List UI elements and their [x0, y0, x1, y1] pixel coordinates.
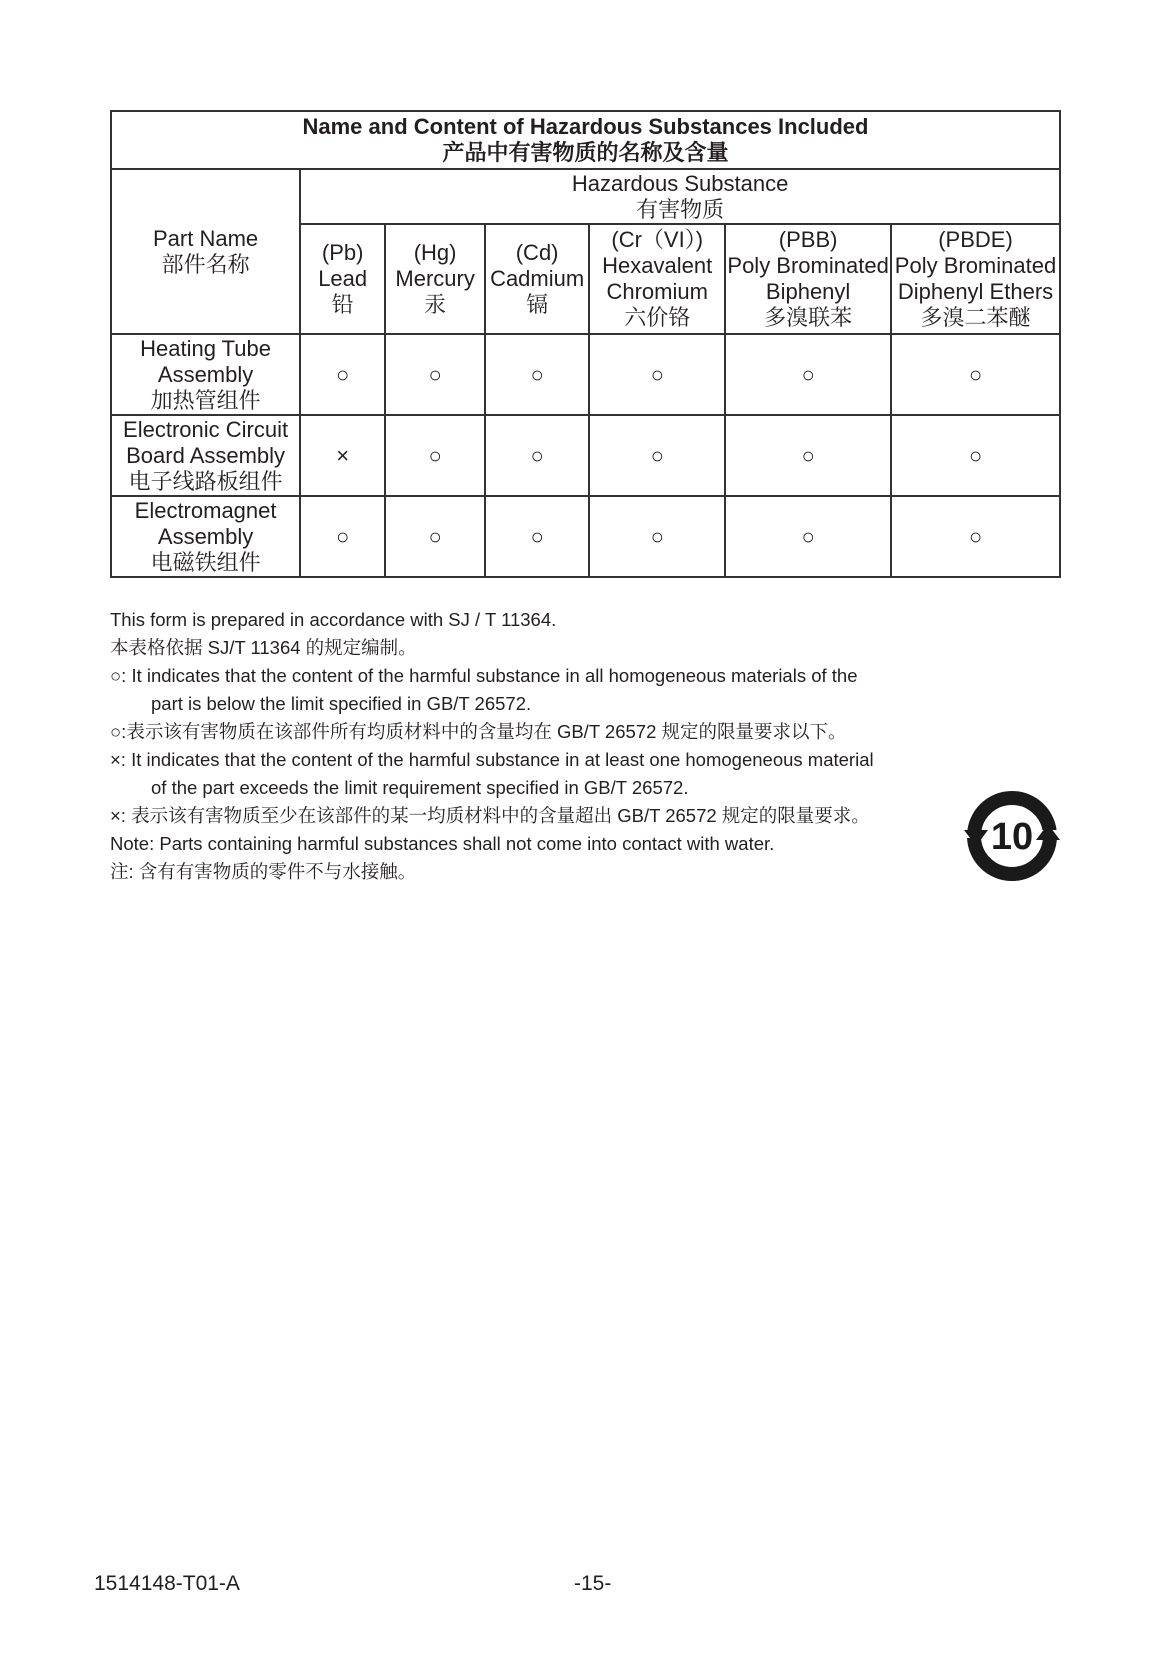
substance-en: Cadmium	[490, 266, 585, 291]
substance-header-cn: 有害物质	[636, 196, 725, 222]
substance-status-cell: ○	[725, 496, 891, 577]
substance-cn: 铅	[331, 292, 354, 317]
part-name-cell	[111, 496, 300, 577]
page-number: -15-	[574, 1572, 612, 1595]
substance-status-cell: ○	[589, 415, 725, 496]
part-name-header-en: Part Name	[153, 225, 259, 251]
note-circle-cn: ○:表示该有害物质在该部件所有均质材料中的含量均在 GB/T 26572 规定的限量要求以下。	[110, 721, 847, 742]
substance-status-cell: ×	[300, 415, 385, 496]
substance-status-cell: ○	[385, 334, 485, 415]
substance-cn: 镉	[526, 292, 549, 317]
note-cross-en-2: of the part exceeds the limit requirement specified in GB/T 26572.	[151, 777, 689, 798]
substance-en: Poly Brominated Biphenyl	[727, 253, 889, 304]
substance-status-cell: ○	[300, 334, 385, 415]
substance-symbol: (PBB)	[778, 227, 838, 252]
substance-status-cell: ○	[725, 415, 891, 496]
note-standard-en: This form is prepared in accordance with SJ / T 11364.	[110, 609, 557, 630]
note-water-en: Note: Parts containing harmful substances shall not come into contact with water.	[110, 833, 775, 854]
part-name-en-line1: Heating Tube	[140, 335, 272, 361]
part-name-cell	[111, 415, 300, 496]
substance-status-cell: ○	[891, 334, 1060, 415]
substance-status-cell: ○	[485, 415, 589, 496]
part-name-cell	[111, 334, 300, 415]
substance-status-cell: ○	[891, 415, 1060, 496]
substance-cn: 六价铬	[624, 305, 691, 330]
efup-10-years-icon	[962, 786, 1062, 886]
substance-column-header	[485, 224, 589, 334]
svg-text:10: 10	[990, 816, 1034, 858]
substance-en: Lead	[318, 266, 368, 291]
part-name-cn: 加热管组件	[150, 387, 261, 413]
substance-cn: 多溴二苯醚	[920, 305, 1031, 330]
note-cross-en-1: ×: It indicates that the content of the harmful substance in at least one homogeneous material	[110, 749, 874, 770]
substance-status-cell: ○	[589, 496, 725, 577]
substance-symbol: (Pb)	[321, 240, 364, 265]
substance-status-cell: ○	[485, 334, 589, 415]
substance-status-cell: ○	[300, 496, 385, 577]
substance-cn: 汞	[424, 292, 447, 317]
substance-status-cell: ○	[385, 496, 485, 577]
part-name-cn: 电子线路板组件	[128, 468, 283, 494]
substance-symbol: (Cr（VI）)	[611, 227, 704, 252]
substance-column-header	[891, 224, 1060, 334]
note-standard-cn: 本表格依据 SJ/T 11364 的规定编制。	[110, 637, 417, 658]
substance-column-header	[385, 224, 485, 334]
part-name-cn: 电磁铁组件	[150, 549, 261, 575]
substance-column-header	[725, 224, 891, 334]
substance-header-en: Hazardous Substance	[571, 170, 789, 196]
part-name-header-cn: 部件名称	[161, 251, 250, 277]
part-name-header	[111, 169, 300, 334]
document-number: 1514148-T01-A	[94, 1572, 240, 1595]
note-circle-en-2: part is below the limit specified in GB/T 26572.	[151, 693, 532, 714]
substance-cn: 多溴联苯	[764, 305, 853, 330]
substance-status-cell: ○	[891, 496, 1060, 577]
part-name-en-line2: Assembly	[157, 361, 254, 387]
substance-en: Mercury	[395, 266, 475, 291]
substance-column-header	[300, 224, 385, 334]
substance-en: Poly Brominated Diphenyl Ethers	[894, 253, 1057, 304]
substance-en: Hexavalent Chromium	[602, 253, 713, 304]
part-name-en-line2: Assembly	[157, 523, 254, 549]
note-cross-cn: ×: 表示该有害物质至少在该部件的某一均质材料中的含量超出 GB/T 26572 规定的限量要求。	[110, 805, 870, 826]
table-row	[111, 496, 1060, 577]
hazardous-substance-header	[300, 169, 1060, 224]
substance-column-header	[589, 224, 725, 334]
substance-status-cell: ○	[485, 496, 589, 577]
substance-symbol: (Hg)	[413, 240, 457, 265]
part-name-en-line1: Electromagnet	[134, 497, 277, 523]
table-row	[111, 334, 1060, 415]
substance-symbol: (Cd)	[515, 240, 559, 265]
substance-symbol: (PBDE)	[938, 227, 1013, 252]
substance-status-cell: ○	[385, 415, 485, 496]
table-title	[111, 111, 1060, 169]
substance-status-cell: ○	[725, 334, 891, 415]
note-water-cn: 注: 含有有害物质的零件不与水接触。	[110, 861, 417, 882]
hazardous-substances-table	[110, 110, 1061, 578]
table-title-cn: 产品中有害物质的名称及含量	[442, 140, 729, 165]
substance-status-cell: ○	[589, 334, 725, 415]
notes-section	[110, 606, 970, 886]
part-name-en-line1: Electronic Circuit	[123, 416, 289, 442]
note-circle-en-1: ○: It indicates that the content of the harmful substance in all homogeneous materials of the	[110, 665, 858, 686]
table-row	[111, 415, 1060, 496]
table-title-en: Name and Content of Hazardous Substances Included	[302, 114, 869, 139]
part-name-en-line2: Board Assembly	[126, 442, 286, 468]
